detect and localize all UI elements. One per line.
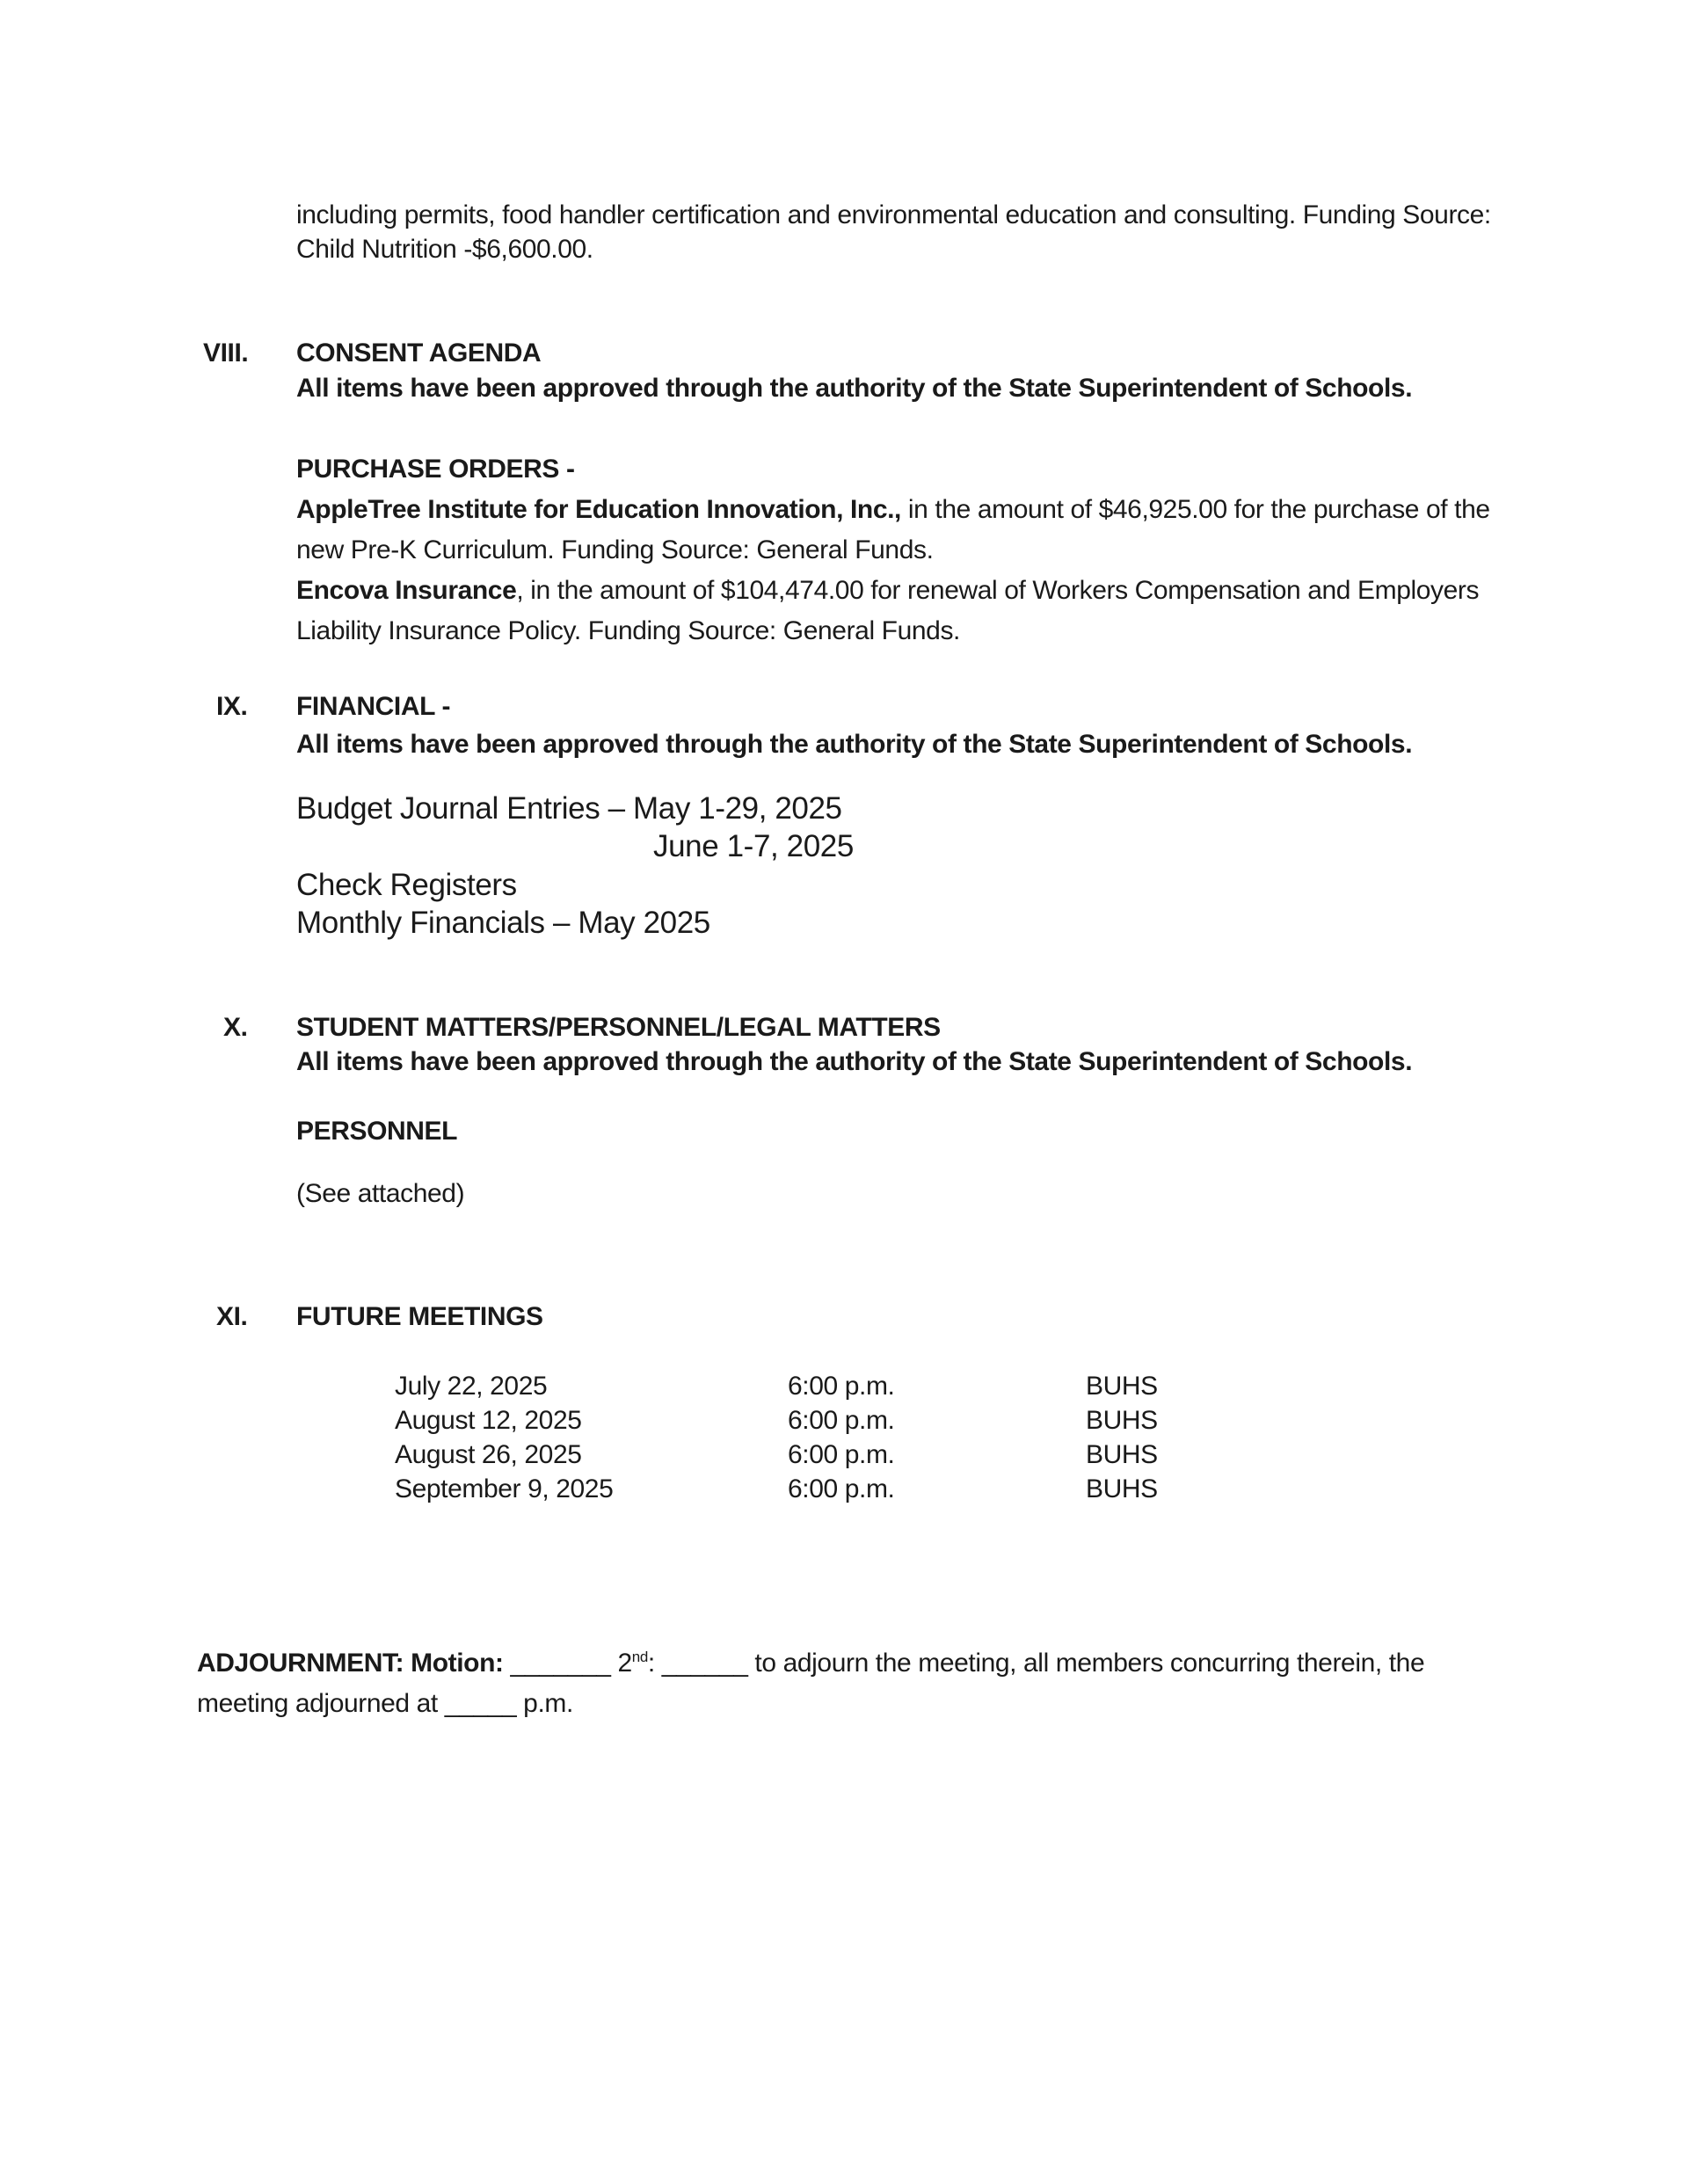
section-viii-approval: All items have been approved through the authority of the State Superintendent of Schools.	[296, 374, 1413, 403]
adjournment-line-2: meeting adjourned at _____ p.m.	[197, 1689, 573, 1718]
adjournment-text: to adjourn the meeting, all members concurring therein, the	[754, 1649, 1425, 1678]
personnel-heading: PERSONNEL	[296, 1117, 458, 1146]
po-appletree-line-1	[296, 493, 1490, 527]
section-viii-title: CONSENT AGENDA	[296, 339, 542, 368]
intro-line-2: Child Nutrition -$6,600.00.	[296, 235, 593, 264]
second-blank: ______	[654, 1649, 755, 1678]
check-registers: Check Registers	[296, 868, 517, 902]
po-appletree-line-2: new Pre-K Curriculum. Funding Source: General Funds.	[296, 535, 934, 564]
second-superscript: nd	[631, 1649, 648, 1665]
meeting-4-time: 6:00 p.m.	[788, 1474, 895, 1503]
po-appletree-vendor: AppleTree Institute for Education Innovation, Inc.,	[296, 495, 901, 524]
po-encova-line-2: Liability Insurance Policy. Funding Source: General Funds.	[296, 616, 960, 645]
personnel-note: (See attached)	[296, 1179, 465, 1208]
meeting-4-date: September 9, 2025	[395, 1474, 614, 1503]
meeting-1-time: 6:00 p.m.	[788, 1372, 895, 1401]
motion-blank: _______	[503, 1649, 618, 1678]
budget-journal-entries-june: June 1-7, 2025	[653, 829, 854, 863]
section-ix-approval: All items have been approved through the authority of the State Superintendent of Schools.	[296, 730, 1413, 759]
po-encova-line-1	[296, 574, 1479, 608]
second-label: 2	[617, 1649, 632, 1678]
meeting-2-location: BUHS	[1086, 1406, 1158, 1435]
meeting-3-time: 6:00 p.m.	[788, 1440, 895, 1469]
meeting-3-location: BUHS	[1086, 1440, 1158, 1469]
po-encova-vendor: Encova Insurance	[296, 576, 517, 605]
section-x-title: STUDENT MATTERS/PERSONNEL/LEGAL MATTERS	[296, 1013, 941, 1042]
section-x-approval: All items have been approved through the authority of the State Superintendent of Schools.	[296, 1047, 1413, 1076]
section-xi-title: FUTURE MEETINGS	[296, 1302, 543, 1331]
po-appletree-details: in the amount of $46,925.00 for the purchase of the	[900, 495, 1490, 524]
section-xi-number: XI.	[216, 1302, 248, 1331]
budget-journal-entries: Budget Journal Entries – May 1-29, 2025	[296, 791, 842, 826]
second-colon: :	[647, 1649, 655, 1678]
section-ix-number: IX.	[216, 692, 248, 721]
meeting-1-date: July 22, 2025	[395, 1372, 548, 1401]
section-x-number: X.	[223, 1013, 248, 1042]
meeting-1-location: BUHS	[1086, 1372, 1158, 1401]
adjournment-line-1	[197, 1647, 1424, 1680]
purchase-orders-heading: PURCHASE ORDERS -	[296, 455, 575, 484]
monthly-financials: Monthly Financials – May 2025	[296, 906, 710, 940]
po-encova-details: , in the amount of $104,474.00 for renewal of Workers Compensation and Employers	[516, 576, 1480, 605]
meeting-3-date: August 26, 2025	[395, 1440, 582, 1469]
intro-line-1: including permits, food handler certification and environmental education and consulting. Funding Source:	[296, 200, 1491, 229]
section-ix-title: FINANCIAL -	[296, 692, 451, 721]
adjournment-label: ADJOURNMENT: Motion:	[197, 1649, 504, 1678]
meeting-4-location: BUHS	[1086, 1474, 1158, 1503]
meeting-2-date: August 12, 2025	[395, 1406, 582, 1435]
meeting-2-time: 6:00 p.m.	[788, 1406, 895, 1435]
section-viii-number: VIII.	[203, 339, 249, 368]
